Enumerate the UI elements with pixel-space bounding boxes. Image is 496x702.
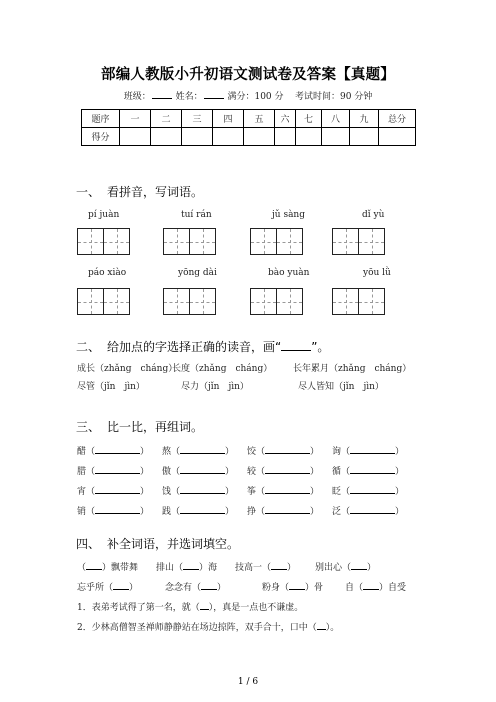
writing-box[interactable]	[103, 288, 130, 315]
reading-choice[interactable]: 尽管（jǐn jìn）	[77, 382, 145, 392]
exam-time: 考试时间：90 分钟	[294, 92, 373, 102]
word-blank[interactable]	[265, 505, 310, 514]
name-label: 姓名：	[175, 92, 203, 102]
paren-close: ）	[310, 467, 320, 477]
paren-close: ）	[140, 487, 150, 497]
fill-question-2: 2．少林高僧智圣禅师静静站在场边掠阵，双手合十，口中（ ）。	[77, 623, 340, 633]
word-blank[interactable]	[95, 465, 140, 474]
word-blank[interactable]	[350, 505, 395, 514]
section-1-heading	[76, 183, 203, 200]
section-number: 四、	[76, 537, 101, 551]
section-title: 给加点的字选择正确的读音，画“	[107, 340, 282, 354]
reading-choice[interactable]: 尽力（jǐn jìn）	[181, 382, 249, 392]
word-blank[interactable]	[95, 505, 140, 514]
compare-char: 醋	[77, 447, 87, 457]
compare-item	[247, 484, 319, 497]
score-cell[interactable]	[151, 128, 182, 146]
compare-item	[162, 444, 234, 457]
score-header-cell: 三	[182, 110, 213, 128]
compare-char: 泛	[332, 507, 342, 517]
word-blank[interactable]	[180, 445, 225, 454]
paren-close: ）	[310, 507, 320, 517]
answer-blank[interactable]	[317, 621, 326, 630]
score-header-cell: 一	[120, 110, 151, 128]
pinyin-label: yōng dài	[178, 268, 217, 278]
compare-item	[247, 504, 319, 517]
paren-close: ）	[140, 447, 150, 457]
paren-open: （	[341, 447, 351, 457]
writing-box-group	[250, 228, 302, 255]
paren-close: ）	[140, 507, 150, 517]
pinyin-label: yōu lǜ	[363, 268, 391, 278]
score-cell[interactable]	[120, 128, 151, 146]
section-number: 三、	[76, 420, 101, 434]
answer-blank[interactable]	[200, 601, 209, 610]
section-title: 比一比，再组词。	[107, 420, 204, 434]
compare-item	[332, 464, 404, 477]
writing-box-group	[250, 288, 302, 315]
writing-box[interactable]	[103, 228, 130, 255]
idiom-blank[interactable]	[86, 561, 102, 570]
word-blank[interactable]	[265, 445, 310, 454]
idiom-blank[interactable]	[271, 561, 287, 570]
compare-char: 销	[77, 507, 87, 517]
idiom-blank-item: 忘乎所（ ）	[77, 583, 139, 593]
writing-box[interactable]	[332, 288, 359, 315]
paren-close: ）	[395, 447, 405, 457]
paren-open: （	[341, 467, 351, 477]
paren-open: （	[256, 467, 266, 477]
word-blank[interactable]	[95, 445, 140, 454]
writing-box[interactable]	[163, 288, 190, 315]
section-2-heading	[76, 338, 329, 355]
paren-open: （	[256, 447, 266, 457]
paren-close: ）	[395, 507, 405, 517]
writing-box[interactable]	[358, 288, 385, 315]
exam-info	[0, 89, 496, 102]
compare-char: 践	[162, 507, 172, 517]
pinyin-label: dǐ yù	[362, 210, 385, 220]
paren-open: （	[171, 487, 181, 497]
score-table	[81, 109, 416, 146]
score-cell[interactable]	[296, 128, 322, 146]
idiom-blank-item: 念念有（ ）	[165, 583, 227, 593]
score-header-cell: 九	[350, 110, 379, 128]
writing-box[interactable]	[332, 228, 359, 255]
paren-open: （	[171, 447, 181, 457]
answer-mark-line	[281, 340, 311, 351]
score-header-cell: 四	[213, 110, 244, 128]
word-blank[interactable]	[350, 485, 395, 494]
paren-close: ）	[225, 467, 235, 477]
idiom-blank-item: 别出心（ ）	[315, 563, 377, 573]
writing-box-group	[77, 228, 129, 255]
score-cell[interactable]	[322, 128, 350, 146]
score-header-row	[82, 110, 416, 128]
idiom-blank-item: （ ）飘带舞	[77, 563, 139, 573]
paren-open: （	[86, 467, 96, 477]
writing-box[interactable]	[250, 288, 277, 315]
idiom-blank[interactable]	[289, 581, 305, 590]
compare-char: 循	[332, 467, 342, 477]
full-score: 满分：100 分	[227, 92, 284, 102]
writing-box[interactable]	[189, 288, 216, 315]
paren-open: （	[341, 487, 351, 497]
paren-open: （	[171, 507, 181, 517]
idiom-blank[interactable]	[113, 581, 129, 590]
compare-char: 眨	[332, 487, 342, 497]
paren-open: （	[256, 487, 266, 497]
writing-box-group	[163, 228, 215, 255]
compare-item	[77, 444, 149, 457]
section-title-end: ”。	[311, 340, 330, 354]
word-blank[interactable]	[180, 485, 225, 494]
paren-close: ）	[225, 507, 235, 517]
compare-char: 询	[332, 447, 342, 457]
paren-open: （	[256, 507, 266, 517]
score-header-cell: 七	[296, 110, 322, 128]
idiom-blank-item: 粉身（ ）骨	[262, 583, 324, 593]
section-4-heading	[76, 535, 239, 552]
score-header-cell: 总分	[379, 110, 416, 128]
word-blank[interactable]	[180, 465, 225, 474]
compare-char: 挣	[247, 507, 257, 517]
word-blank[interactable]	[265, 485, 310, 494]
score-cell[interactable]	[182, 128, 213, 146]
reading-choice[interactable]: 尽人皆知（jǐn jìn）	[298, 382, 384, 392]
idiom-blank-item: 技高一（ ）	[235, 563, 297, 573]
name-blank[interactable]	[204, 90, 224, 99]
compare-item	[162, 504, 234, 517]
paren-close: ）	[395, 467, 405, 477]
pinyin-label: pí juàn	[88, 210, 120, 220]
compare-item	[162, 464, 234, 477]
paren-close: ）	[395, 487, 405, 497]
score-row-label: 得分	[82, 128, 120, 146]
paren-close: ）	[225, 487, 235, 497]
compare-char: 较	[247, 467, 257, 477]
compare-item	[332, 444, 404, 457]
idiom-blank[interactable]	[183, 561, 199, 570]
pinyin-label: bào yuàn	[268, 268, 310, 278]
compare-char: 饯	[162, 487, 172, 497]
section-3-heading	[76, 418, 203, 435]
paren-open: （	[171, 467, 181, 477]
compare-item	[77, 484, 149, 497]
idiom-blank-item: 自（ ）自受	[345, 583, 407, 593]
writing-box[interactable]	[77, 288, 104, 315]
page-number: 1 / 6	[237, 677, 259, 687]
score-header-cell: 六	[275, 110, 296, 128]
score-cell[interactable]	[213, 128, 244, 146]
idiom-blank[interactable]	[201, 581, 217, 590]
compare-char: 筝	[247, 487, 257, 497]
word-blank[interactable]	[265, 465, 310, 474]
compare-item	[332, 484, 404, 497]
paren-close: ）	[140, 467, 150, 477]
compare-item	[77, 504, 149, 517]
compare-char: 熬	[162, 447, 172, 457]
writing-box[interactable]	[163, 228, 190, 255]
section-number: 一、	[76, 185, 101, 199]
writing-box[interactable]	[77, 228, 104, 255]
writing-box-group	[332, 228, 384, 255]
writing-box[interactable]	[276, 288, 303, 315]
word-blank[interactable]	[95, 485, 140, 494]
paren-open: （	[86, 447, 96, 457]
compare-char: 腊	[77, 467, 87, 477]
idiom-blank-item: 排山（ ）海	[156, 563, 218, 573]
score-cell[interactable]	[379, 128, 416, 146]
compare-item	[247, 464, 319, 477]
compare-item	[332, 504, 404, 517]
paren-close: ）	[310, 487, 320, 497]
score-header-cell: 五	[244, 110, 275, 128]
score-header-cell: 八	[322, 110, 350, 128]
writing-box[interactable]	[189, 228, 216, 255]
pinyin-label: jǔ sàng	[272, 210, 305, 220]
compare-item	[77, 464, 149, 477]
compare-char: 宵	[77, 487, 87, 497]
word-blank[interactable]	[350, 445, 395, 454]
pinyin-label: páo xiào	[88, 268, 127, 278]
section-title: 看拼音，写词语。	[107, 185, 204, 199]
paren-open: （	[86, 487, 96, 497]
writing-box-group	[163, 288, 215, 315]
class-blank[interactable]	[152, 90, 172, 99]
score-cell[interactable]	[275, 128, 296, 146]
writing-box-group	[77, 288, 129, 315]
section-title: 补全词语，并选词填空。	[107, 537, 240, 551]
compare-char: 饺	[247, 447, 257, 457]
paren-open: （	[341, 507, 351, 517]
writing-box[interactable]	[276, 228, 303, 255]
reading-choice[interactable]: 长度（zhǎng cháng）	[172, 364, 273, 374]
fill-question-1: 1．表弟考试得了第一名，就（ ），真是一点也不谦虚。	[77, 603, 304, 613]
compare-char: 傲	[162, 467, 172, 477]
paren-close: ）	[310, 447, 320, 457]
word-blank[interactable]	[350, 465, 395, 474]
writing-box[interactable]	[250, 228, 277, 255]
page-title: 部编人教版小升初语文测试卷及答案【真题】	[101, 67, 395, 83]
score-header-cell: 题序	[82, 110, 120, 128]
compare-item	[162, 484, 234, 497]
paren-open: （	[86, 507, 96, 517]
writing-box-group	[332, 288, 384, 315]
pinyin-label: tuí rán	[181, 210, 212, 220]
writing-box[interactable]	[358, 228, 385, 255]
score-cell[interactable]	[350, 128, 379, 146]
word-blank[interactable]	[180, 505, 225, 514]
idiom-blank[interactable]	[351, 561, 367, 570]
class-label: 班级：	[123, 92, 151, 102]
idiom-blank[interactable]	[363, 581, 379, 590]
score-header-cell: 二	[151, 110, 182, 128]
section-number: 二、	[76, 340, 101, 354]
reading-choice[interactable]: 成长（zhǎng cháng）	[77, 364, 178, 374]
score-row	[82, 128, 416, 146]
score-cell[interactable]	[244, 128, 275, 146]
compare-item	[247, 444, 319, 457]
paren-close: ）	[225, 447, 235, 457]
reading-choice[interactable]: 长年累月（zhǎng cháng）	[293, 364, 412, 374]
